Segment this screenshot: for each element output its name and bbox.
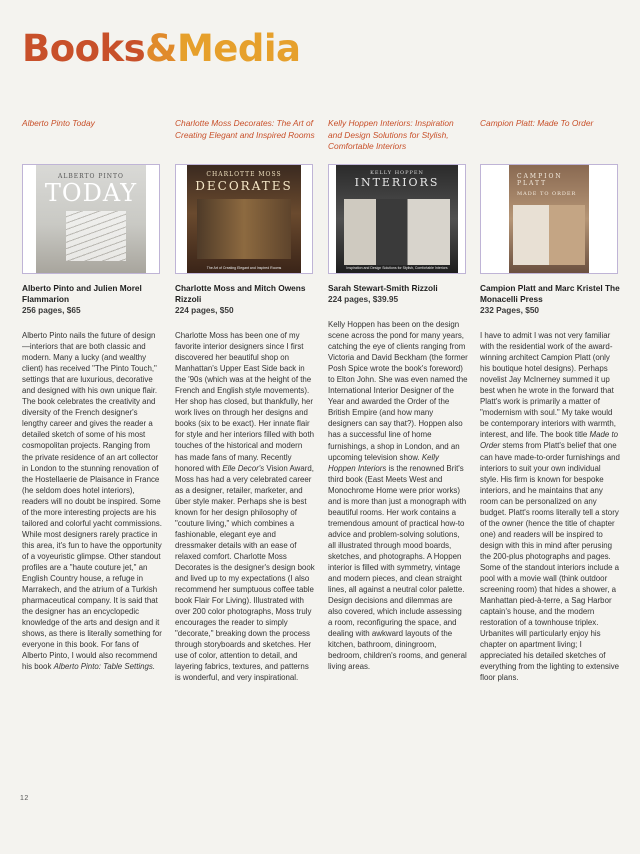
book-meta: 232 Pages, $50	[480, 305, 540, 315]
book-title: Kelly Hoppen Interiors: Inspiration and Design Solutions for Stylish, Comfortable Interiors	[328, 118, 454, 151]
section-title: Books&Media	[22, 27, 301, 70]
book-meta: 256 pages, $65	[22, 305, 81, 315]
book-cover-frame	[480, 164, 618, 274]
book-title: Campion Platt: Made To Order	[480, 118, 594, 128]
book-column-3	[328, 118, 468, 673]
book-cover-frame	[175, 164, 313, 274]
book-column-1	[22, 118, 162, 672]
book-meta: 224 pages, $39.95	[328, 294, 399, 304]
book-title: Charlotte Moss Decorates: The Art of Creating Elegant and Inspired Rooms	[175, 118, 315, 140]
book-review: Kelly Hoppen has been on the design scene across the pond for many years, catching the eye of clients ranging from Victoria and David Beckham (the former Posh Spice wrote the book's foreword) to Elton John. She was even named the International Interior Designer of the Year and awarded the Order of the British Empire (and how many designers can say that?). Hoppen also has a successful line of home furnishings, a shop in London, and an upcoming television show. Kelly Hoppen Interiors is the renowned Brit's third book (East Meets West and Monochrome Home were prior works) and is more than just a monograph with beautiful rooms. Her work contains a tremendous amount of practical how-to advice and problem-solving solutions, all illustrated through mood boards, sketches, and photographs. A Hoppen interior is filled with symmetry, vintage and modern pieces, and clean straight lines, all against a neutral color palette. Design decisions and dilemmas are also covered, which include assessing a room, reconfiguring the space, and dealing with awkward layouts of the kitchen, bathroom, diningroom, bedroom, children's rooms, and general living areas.	[328, 320, 468, 672]
book-cover-image: CAMPION PLATT MADE TO ORDER	[509, 165, 589, 273]
book-column-4	[480, 118, 620, 684]
book-review: Alberto Pinto nails the future of design—interiors that are both classic and modern. Many a lucky (and wealthy client) has received "The Pinto Touch," settings that are luxurious, decorative and designed with his own unique flair. The book celebrates the creativity and diversity of the French designer's lengthy career and gives the reader a detailed sketch of some of his most cosmopolitan projects. Ranging from the private residence of an art collector in London to the stunning renovation of the Hostellaerie de Plaisance in France (he seldom does hotel interiors), readers will no doubt be inspired. Some of the more interesting projects are his tailored and colorful yacht commissions. While most designers rarely practice in this area, it's fun to have the opportunity of a voyeuristic glimpse. Other standout profiles are a "haute couture jet," an English Country house, a refuge in Marrakech, and the atrium of a Turkish pharmaceutical company. It is said that the designer has an encyclopedic knowledge of the arts and design and it shows, as there is literally something for everyone in this book. For fans of Alberto Pinto, I would also recommend his book Alberto Pinto: Table Settings.	[22, 331, 162, 672]
book-author: Campion Platt and Marc Kristel The Monacelli Press	[480, 283, 620, 304]
book-author: Alberto Pinto and Julien Morel Flammarion	[22, 283, 142, 304]
book-review: I have to admit I was not very familiar with the residential work of the award-winning architect Campion Platt (only his boutique hotel designs). Perhaps novelist Jay McInerney summed it up best when he wrote in the forward that Platt's work is primarily a matter of "modernism with soul." My take would be contemporary interiors with warmth, interest, and life. The book title Made to Order stems from Platt's belief that one can have made-to-order furnishings and interiors to suit your own individual style. His firm is known for bespoke interiors, and he maintains that any room can be personalized on any budget. Platt's rooms literally tell a story of the owner (hence the title of chapter one) and readers will be inspired to design with this in mind after perusing the 200-plus photographs and pages. Some of the standout interiors include a pool with a movie wall (think outdoor screening room) that hides a shower, a Manhattan pied-à-terre, a Sag Harbor captain's house, and the modern restoration of a townhouse triplex. Urbanites will particularly enjoy his chapter on apartment living; I appreciated his detailed sketches of everything from the lighting to extensive floor plans.	[480, 331, 620, 683]
book-cover-frame	[22, 164, 160, 274]
book-author: Sarah Stewart-Smith Rizzoli	[328, 283, 438, 293]
book-cover-image: ALBERTO PINTO TODAY	[36, 165, 146, 273]
book-title: Alberto Pinto Today	[22, 118, 95, 128]
book-cover-frame	[328, 164, 466, 274]
book-cover-image: CHARLOTTE MOSS DECORATES The Art of Creating Elegant and Inspired Rooms	[187, 165, 301, 273]
book-column-2	[175, 118, 315, 684]
book-review: Charlotte Moss has been one of my favorite interior designers since I first discovered her beautiful shop on Manhattan's Upper East Side back in the '90s (which was at the height of the French and English style movements). Her shop has closed, but thankfully, her work lives on through her designs and books (six to be exact). Her innate flair for style and her interiors filled with both touches of the historical and modern has made fans of many. Recently honored with Elle Decor's Vision Award, Moss has had a very celebrated career as a designer, retailer, marketer, and über style maker. Perhaps she is best known for her design philosophy of "couture living," which combines a fashionable, elegant eye and dressmaker details with an ease of relaxed comfort. Charlotte Moss Decorates is the designer's design book and lived up to my expectations (I also recommend her sumptuous coffee table book Flair For Living). Illustrated with over 200 color photographs, Moss truly encourages the reader to simply "decorate," breaking down the process through storyboards and sketches. Her use of color, attention to detail, and layering fabrics, textures, and patterns is wonderful, and very inspirational.	[175, 331, 315, 683]
book-meta: 224 pages, $50	[175, 305, 234, 315]
page-number: 12	[20, 795, 29, 802]
book-cover-image: KELLY HOPPEN INTERIORS Inspiration and Design Solutions for Stylish, Comfortable Interiors	[336, 165, 458, 273]
book-author: Charlotte Moss and Mitch Owens Rizzoli	[175, 283, 306, 304]
